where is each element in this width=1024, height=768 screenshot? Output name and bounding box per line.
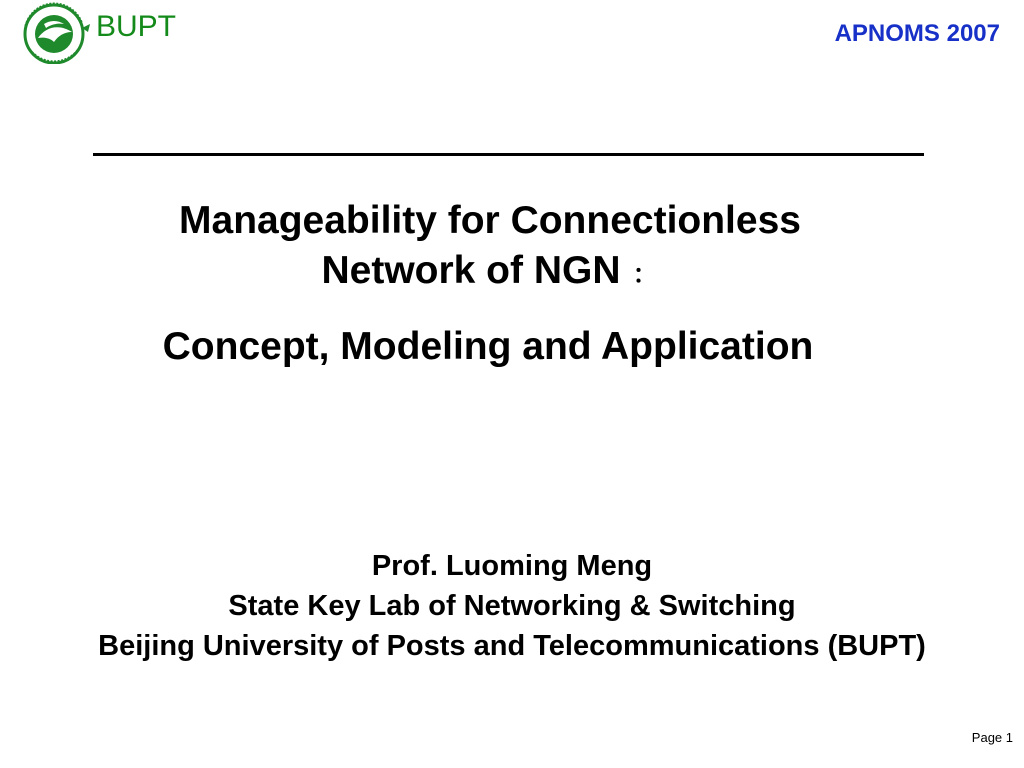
slide-title: [0, 196, 980, 299]
title-line-2: Network of NGN: [321, 249, 621, 292]
author-block: [0, 546, 1024, 666]
title-line-1: Manageability for Connectionless: [179, 199, 801, 242]
university-seal-icon: [16, 2, 94, 64]
title-divider: [93, 153, 924, 156]
title-separator: ：: [632, 259, 659, 289]
brand-name: BUPT: [96, 10, 177, 43]
author-name: Prof. Luoming Meng: [371, 550, 653, 582]
slide-subtitle: Concept, Modeling and Application: [162, 325, 814, 368]
author-lab: State Key Lab of Networking & Switching: [228, 590, 796, 622]
title-line-2-wrapper: [0, 246, 980, 299]
author-university: Beijing University of Posts and Telecommunications (BUPT): [98, 630, 926, 662]
conference-name: APNOMS 2007: [834, 20, 1000, 47]
page-number: Page 1: [971, 730, 1013, 745]
